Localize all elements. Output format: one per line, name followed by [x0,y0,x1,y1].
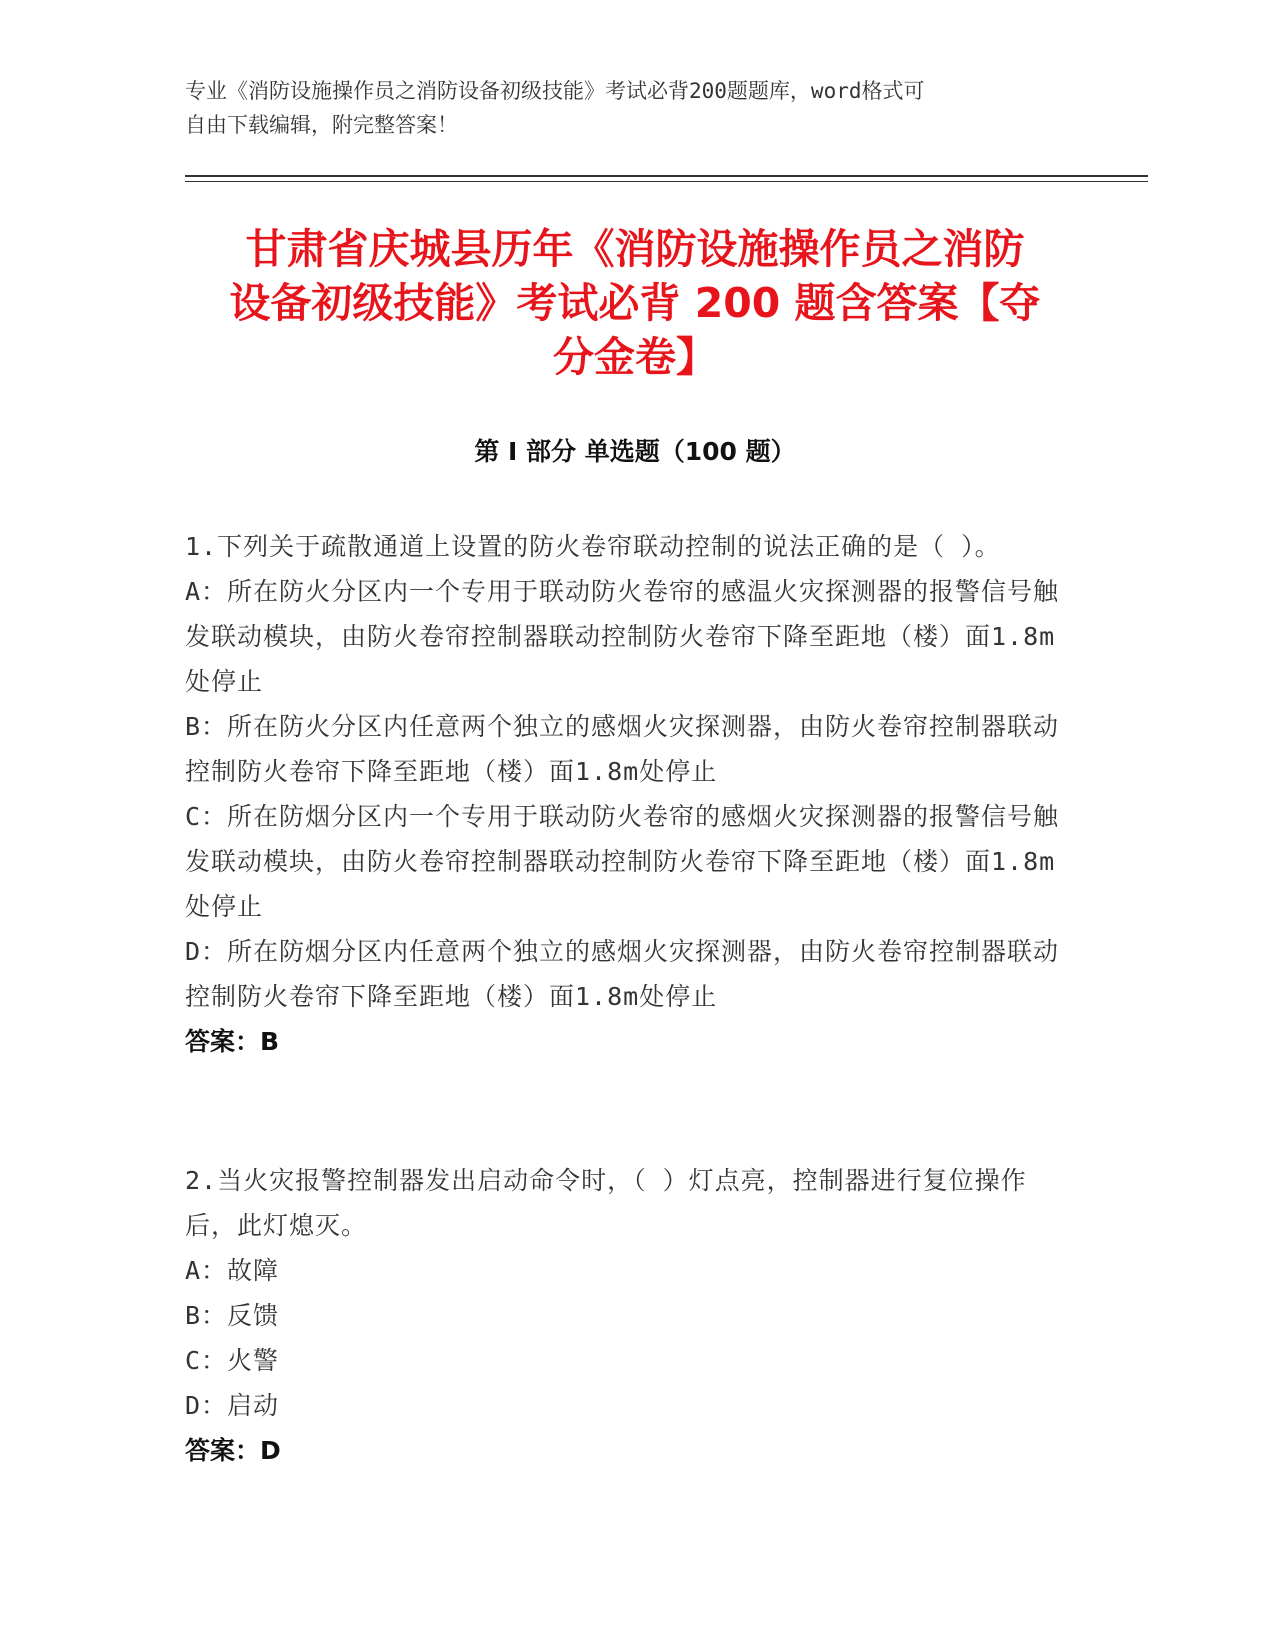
document-title [185,222,1085,384]
question-1 [185,524,1065,1064]
header-note-line-1: 专业《消防设施操作员之消防设备初级技能》考试必背200题题库，word格式可 [185,79,925,103]
question-answer: 答案：B [185,1027,280,1056]
question-option-a: A：所在防火分区内一个专用于联动防火卷帘的感温火灾探测器的报警信号触发联动模块，由防火卷帘控制器联动控制防火卷帘下降至距地（楼）面1.8m处停止 [185,577,1060,696]
header-note [185,74,1065,142]
question-option-b: B：反馈 [185,1301,280,1330]
document-title-line-2: 设备初级技能》考试必背 200 题含答案【夺 [229,279,1041,327]
question-2 [185,1158,1065,1473]
header-note-line-2: 自由下载编辑，附完整答案！ [185,113,458,137]
section-heading: 第 I 部分 单选题（100 题） [474,437,796,466]
question-option-d: D：所在防烟分区内任意两个独立的感烟火灾探测器，由防火卷帘控制器联动控制防火卷帘下降至距地（楼）面1.8m处停止 [185,937,1060,1011]
question-stem: 2.当火灾报警控制器发出启动命令时，（ ）灯点亮，控制器进行复位操作后，此灯熄灭。 [185,1166,1027,1240]
document-title-line-3: 分金卷】 [553,333,717,381]
question-option-c: C：所在防烟分区内一个专用于联动防火卷帘的感烟火灾探测器的报警信号触发联动模块，由防火卷帘控制器联动控制防火卷帘下降至距地（楼）面1.8m处停止 [185,802,1060,921]
header-divider-thick [185,175,1148,177]
question-option-c: C：火警 [185,1346,280,1375]
question-option-d: D：启动 [185,1391,280,1420]
question-option-a: A：故障 [185,1256,280,1285]
header-divider-thin [185,181,1148,182]
question-option-b: B：所在防火分区内任意两个独立的感烟火灾探测器，由防火卷帘控制器联动控制防火卷帘下降至距地（楼）面1.8m处停止 [185,712,1060,786]
question-answer: 答案：D [185,1436,281,1465]
document-title-line-1: 甘肃省庆城县历年《消防设施操作员之消防 [245,225,1025,273]
question-stem: 1.下列关于疏散通道上设置的防火卷帘联动控制的说法正确的是（ ）。 [185,532,1001,561]
